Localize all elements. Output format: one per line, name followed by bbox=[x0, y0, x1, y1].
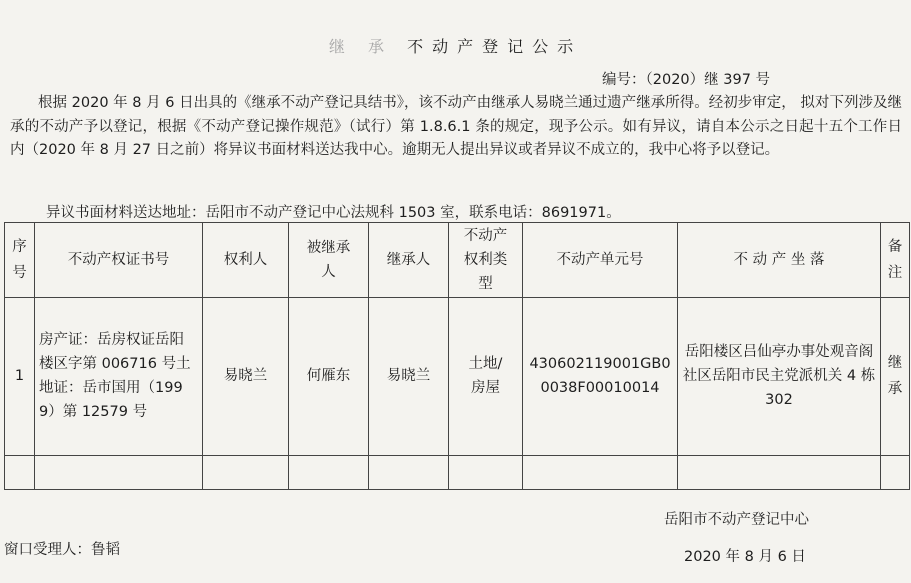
page-title bbox=[0, 34, 911, 57]
cell-heir: 易晓兰 bbox=[369, 297, 449, 455]
cell-decedent: 何雁东 bbox=[289, 297, 369, 455]
cell-location: 岳阳楼区吕仙亭办事处观音阁社区岳阳市民主党派机关 4 栋 302 bbox=[678, 297, 881, 455]
title-faint-prefix: 继 承 bbox=[328, 37, 393, 56]
table-row bbox=[5, 297, 910, 455]
cell-cert-no: 房产证：岳房权证岳阳楼区字第 006716 号土地证：岳市国用（1999）第 12579 号 bbox=[35, 297, 203, 455]
header-decedent: 被继承人 bbox=[289, 223, 369, 298]
cell-holder: 易晓兰 bbox=[203, 297, 289, 455]
title-main: 不动产登记公示 bbox=[407, 37, 583, 56]
header-remark: 备注 bbox=[881, 223, 910, 298]
cell-remark: 继承 bbox=[881, 297, 910, 455]
document-number: 编号：（2020）继 397 号 bbox=[602, 72, 771, 88]
window-clerk: 窗口受理人：鲁韬 bbox=[4, 542, 120, 558]
header-seq: 序号 bbox=[5, 223, 35, 298]
header-location: 不 动 产 坐 落 bbox=[678, 223, 881, 298]
issue-date: 2020 年 8 月 6 日 bbox=[684, 549, 806, 565]
cell-seq: 1 bbox=[5, 297, 35, 455]
header-cert-no: 不动产权证书号 bbox=[35, 223, 203, 298]
property-table bbox=[4, 222, 910, 490]
header-heir: 继承人 bbox=[369, 223, 449, 298]
header-right-type: 不动产权利类型 bbox=[449, 223, 523, 298]
table-header-row bbox=[5, 223, 910, 298]
table-empty-row bbox=[5, 455, 910, 489]
header-unit-no: 不动产单元号 bbox=[523, 223, 678, 298]
notice-body: 根据 2020 年 8 月 6 日出具的《继承不动产登记具结书》，该不动产由继承人易晓兰通过遗产继承所得。经初步审定， 拟对下列涉及继承的不动产予以登记，根据《不动产登记操作规范》（试行）第 1.8.6.1 条的规定，现予公示。如有异议，请自本公示之日起十五个工作日内（2020 年 8 月 27 日之前）将异议书面材料送达我中心。逾期无人提出异议或者异议不成立的，我中心将予以登记。 bbox=[10, 95, 902, 158]
header-holder: 权利人 bbox=[203, 223, 289, 298]
issuing-office: 岳阳市不动产登记中心 bbox=[664, 512, 809, 528]
objection-address: 异议书面材料送达地址：岳阳市不动产登记中心法规科 1503 室，联系电话：8691971。 bbox=[46, 205, 621, 221]
cell-unit-no: 430602119001GB00038F00010014 bbox=[523, 297, 678, 455]
cell-right-type: 土地/房屋 bbox=[449, 297, 523, 455]
